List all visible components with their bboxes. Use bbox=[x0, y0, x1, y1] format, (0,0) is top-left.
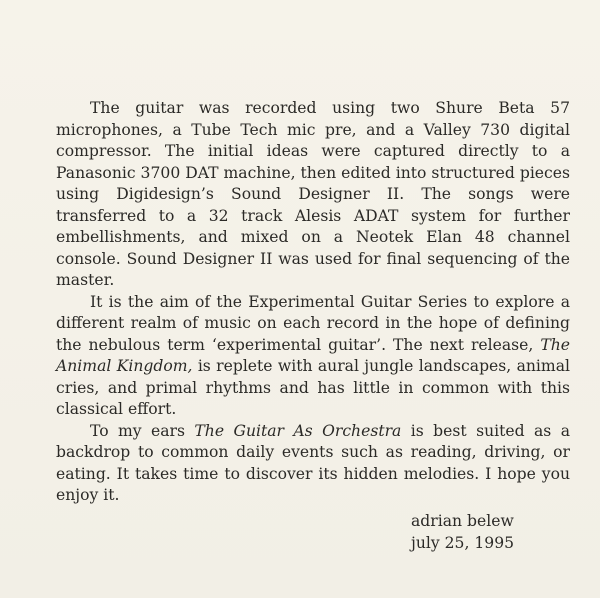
signature-block bbox=[411, 511, 514, 554]
paragraph-listening-note bbox=[56, 421, 570, 507]
signature-date: july 25, 1995 bbox=[411, 533, 515, 552]
paragraph-recording-details: The guitar was recorded using two Shure Beta 57 microphones, a Tube Tech mic pre, and a Valley 730 digital compressor. The initial ideas were captured directly to a Panasonic 3700 DAT machine, then edited into structured pieces using Digidesign’s Sound Designer II. The songs were transferred to a 32 track Alesis ADAT system for further embellishments, and mixed on a Neotek Elan 48 channel console. Sound Designer II was used for final sequencing of the master. bbox=[56, 99, 570, 289]
series-aim-text-before: It is the aim of the Experimental Guitar Series to explore a different realm of music on each record in the hope of defining the nebulous term ‘experimental guitar’. The next release, bbox=[56, 292, 570, 354]
paragraph-series-aim bbox=[56, 292, 570, 421]
signature-name: adrian belew bbox=[411, 512, 514, 530]
album-title-animal-kingdom: The Animal Kingdom, bbox=[56, 335, 570, 375]
listening-note-text-after: is best suited as a backdrop to common daily events such as reading, driving, or eating. It takes time to discover its hidden melodies. I hope you enjoy it. bbox=[56, 421, 571, 504]
liner-notes-text bbox=[56, 98, 570, 507]
series-aim-text-after: is replete with aural jungle landscapes, animal cries, and primal rhythms and has little in common with this classical effort. bbox=[56, 357, 570, 418]
listening-note-text-before: To my ears bbox=[90, 421, 195, 440]
album-title-guitar-as-orchestra: The Guitar As Orchestra bbox=[194, 421, 402, 440]
